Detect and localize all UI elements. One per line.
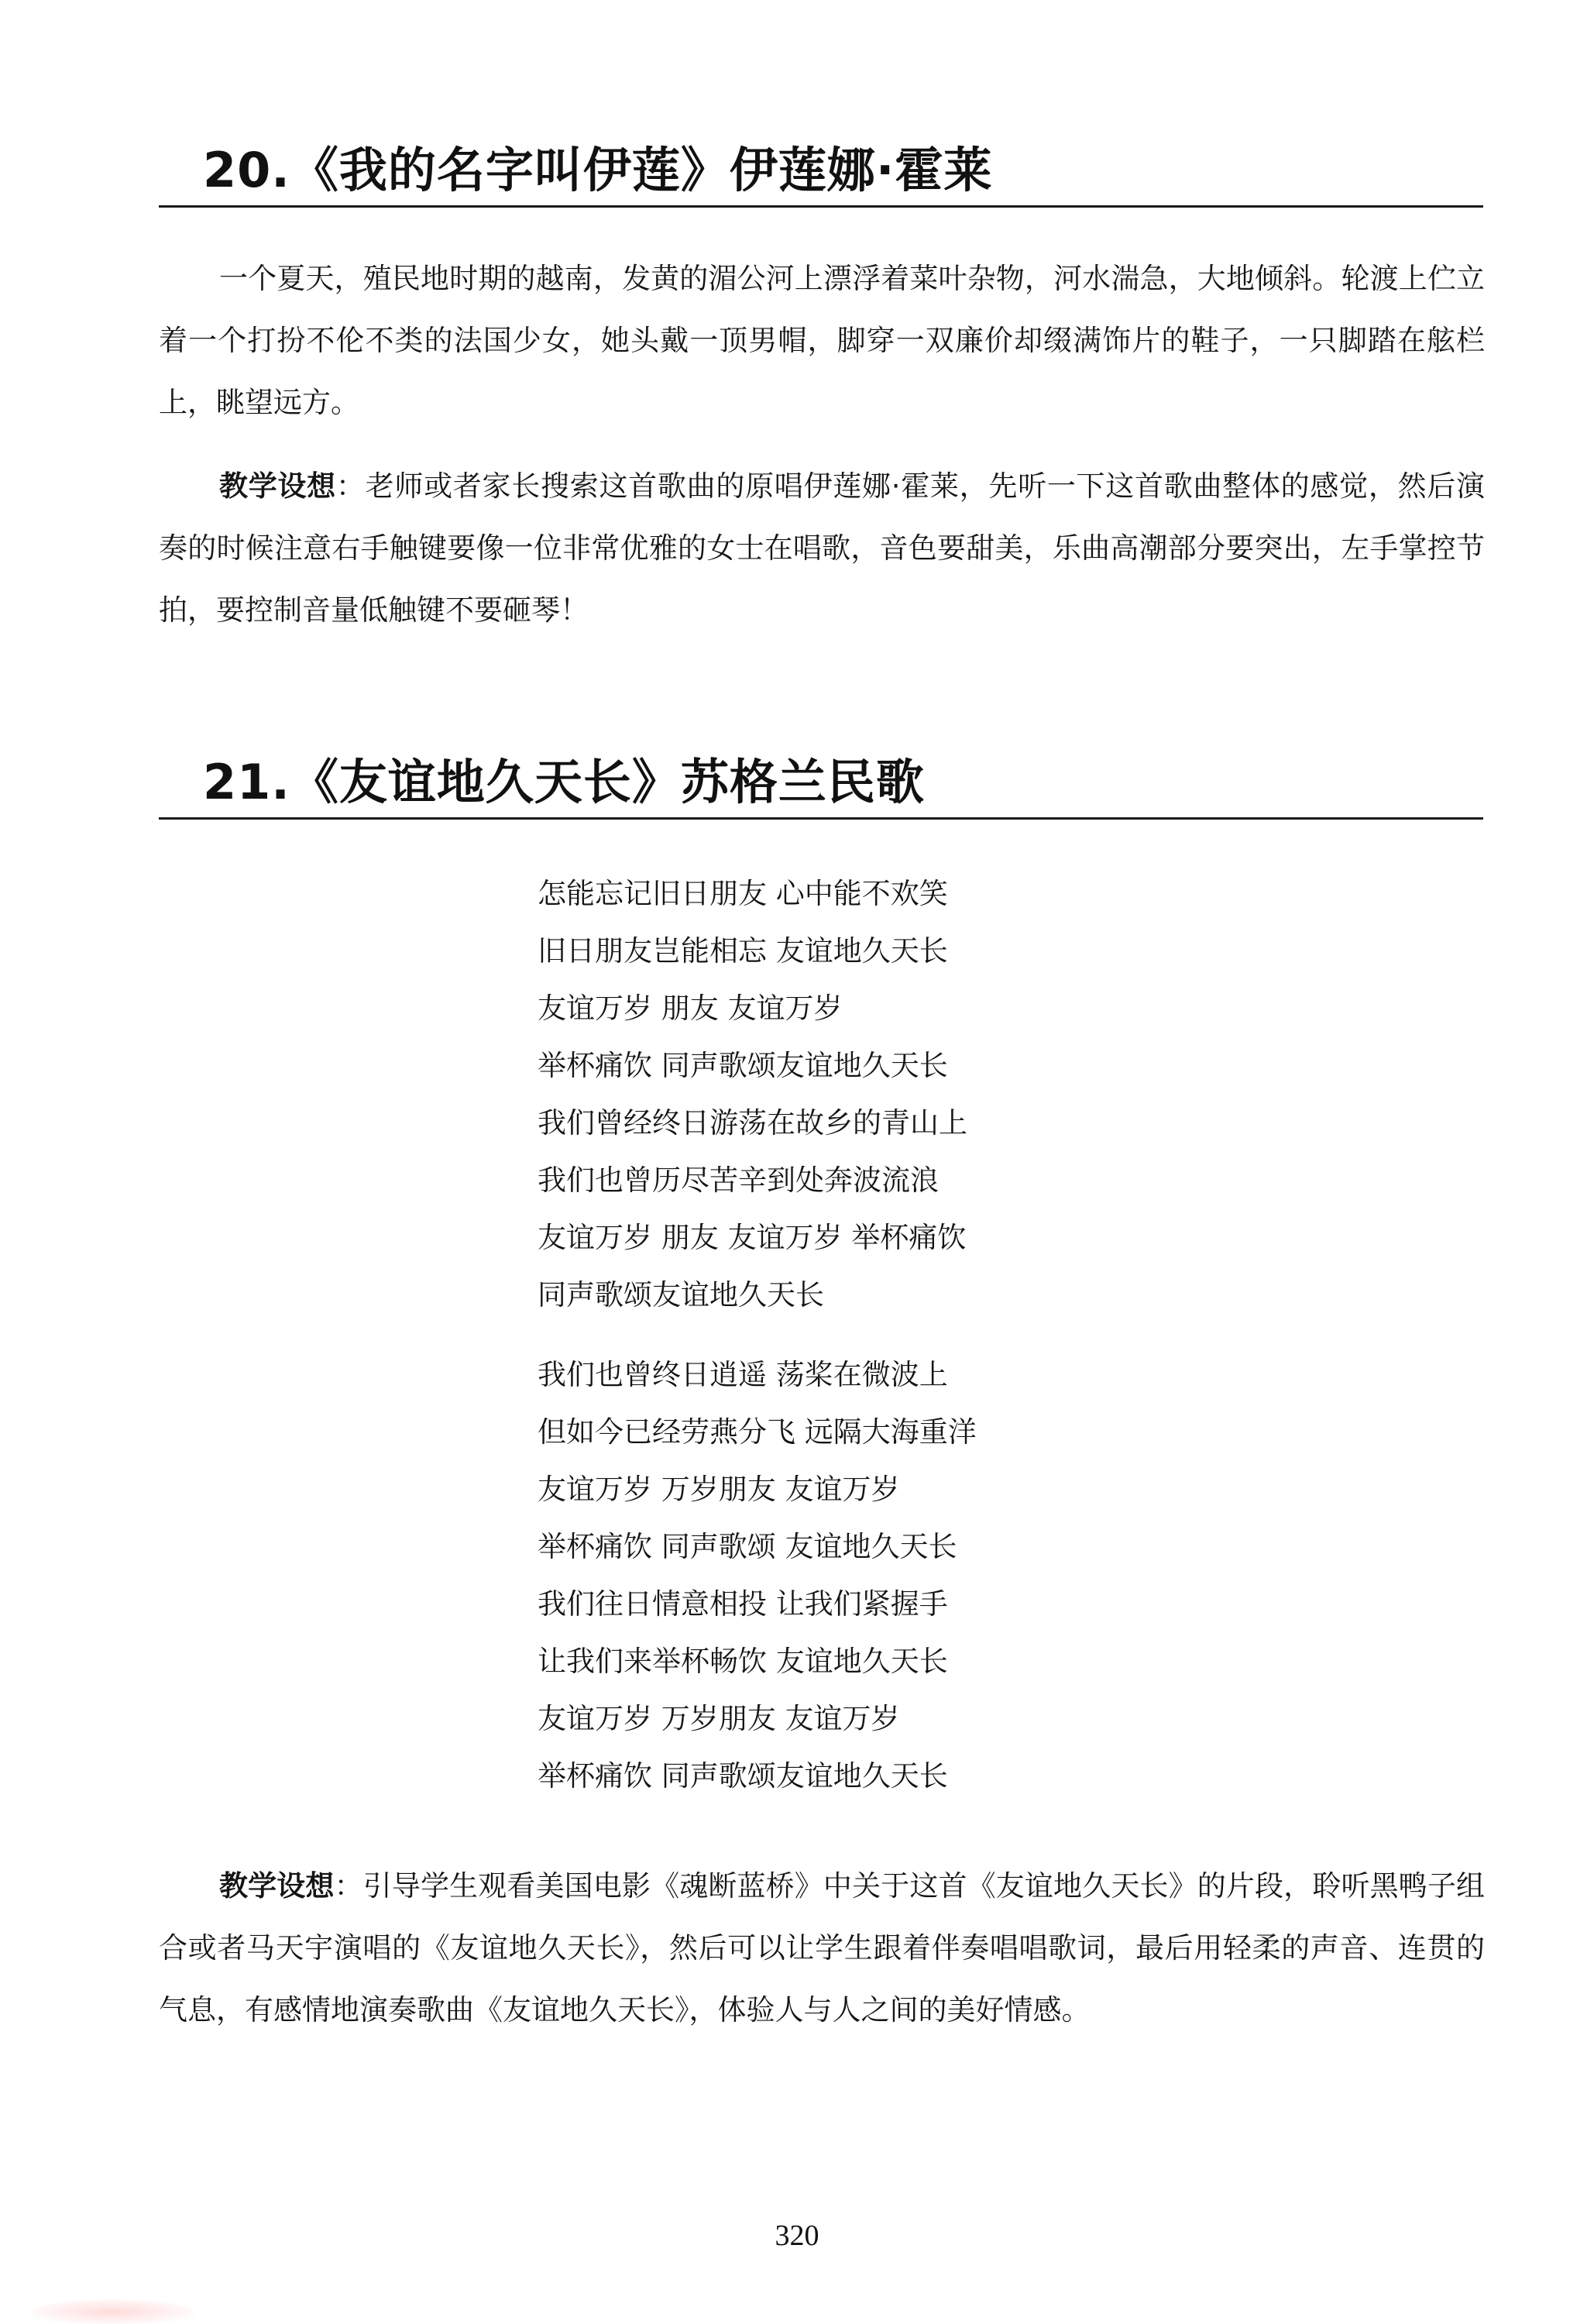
lyric-line: 我们也曾历尽苦辛到处奔波流浪 [538,1164,939,1197]
section-21-title: 21.《友谊地久天长》苏格兰民歌 [203,754,925,810]
section-20-teaching-text: ：老师或者家长搜索这首歌曲的原唱伊莲娜·霍莱，先听一下这首歌曲整体的感觉，然后演奏的时候注意右手触键要像一位非常优雅的女士在唱歌，音色要甜美，乐曲高潮部分要突出，左手掌控节拍，要控制音量低触键不要砸琴！ [159,469,1485,627]
lyric-line: 旧日朋友岂能相忘 友谊地久天长 [538,934,948,968]
lyric-line: 举杯痛饮 同声歌颂 友谊地久天长 [538,1530,957,1563]
section-21-teaching-label: 教学设想 [219,1869,335,1903]
lyric-line: 同声歌颂友谊地久天长 [538,1278,824,1312]
section-20-teaching-label: 教学设想 [219,469,336,503]
section-20-title: 20.《我的名字叫伊莲》伊莲娜·霍莱 [203,142,993,198]
section-20-description: 一个夏天，殖民地时期的越南，发黄的湄公河上漂浮着菜叶杂物，河水湍急，大地倾斜。轮渡上伫立着一个打扮不伦不类的法国少女，她头戴一顶男帽，脚穿一双廉价却缀满饰片的鞋子，一只脚踏在舷栏上，眺望远方。 [159,262,1485,419]
section-20-title-rule [159,205,1483,208]
section-21-teaching-note [159,1855,1485,2041]
lyric-line: 友谊万岁 朋友 友谊万岁 举杯痛饮 [538,1221,967,1254]
lyric-line: 怎能忘记旧日朋友 心中能不欢笑 [538,877,948,910]
scan-smudge [31,2299,194,2324]
section-21-teaching-text: ：引导学生观看美国电影《魂断蓝桥》中关于这首《友谊地久天长》的片段，聆听黑鸭子组合或者马天宇演唱的《友谊地久天长》，然后可以让学生跟着伴奏唱唱歌词，最后用轻柔的声音、连贯的气息，有感情地演奏歌曲《友谊地久天长》，体验人与人之间的美好情感。 [159,1869,1486,2027]
lyric-line: 举杯痛饮 同声歌颂友谊地久天长 [538,1049,948,1082]
lyric-line: 友谊万岁 朋友 友谊万岁 [538,992,843,1025]
lyrics-verse-2 [538,1346,977,1805]
lyric-line: 我们也曾终日逍遥 荡桨在微波上 [538,1358,948,1391]
lyric-line: 举杯痛饮 同声歌颂友谊地久天长 [538,1759,948,1793]
lyric-line: 我们曾经终日游荡在故乡的青山上 [538,1106,967,1140]
section-21-title-rule [159,817,1483,820]
lyric-line: 我们往日情意相投 让我们紧握手 [538,1587,948,1621]
lyrics-verse-1 [538,865,967,1324]
lyric-line: 但如今已经劳燕分飞 远隔大海重洋 [538,1415,977,1449]
lyric-line: 让我们来举杯畅饮 友谊地久天长 [538,1645,948,1678]
lyric-line: 友谊万岁 万岁朋友 友谊万岁 [538,1702,900,1735]
page-number: 320 [775,2219,819,2252]
section-20-teaching-note [159,456,1485,641]
lyric-line: 友谊万岁 万岁朋友 友谊万岁 [538,1473,900,1506]
